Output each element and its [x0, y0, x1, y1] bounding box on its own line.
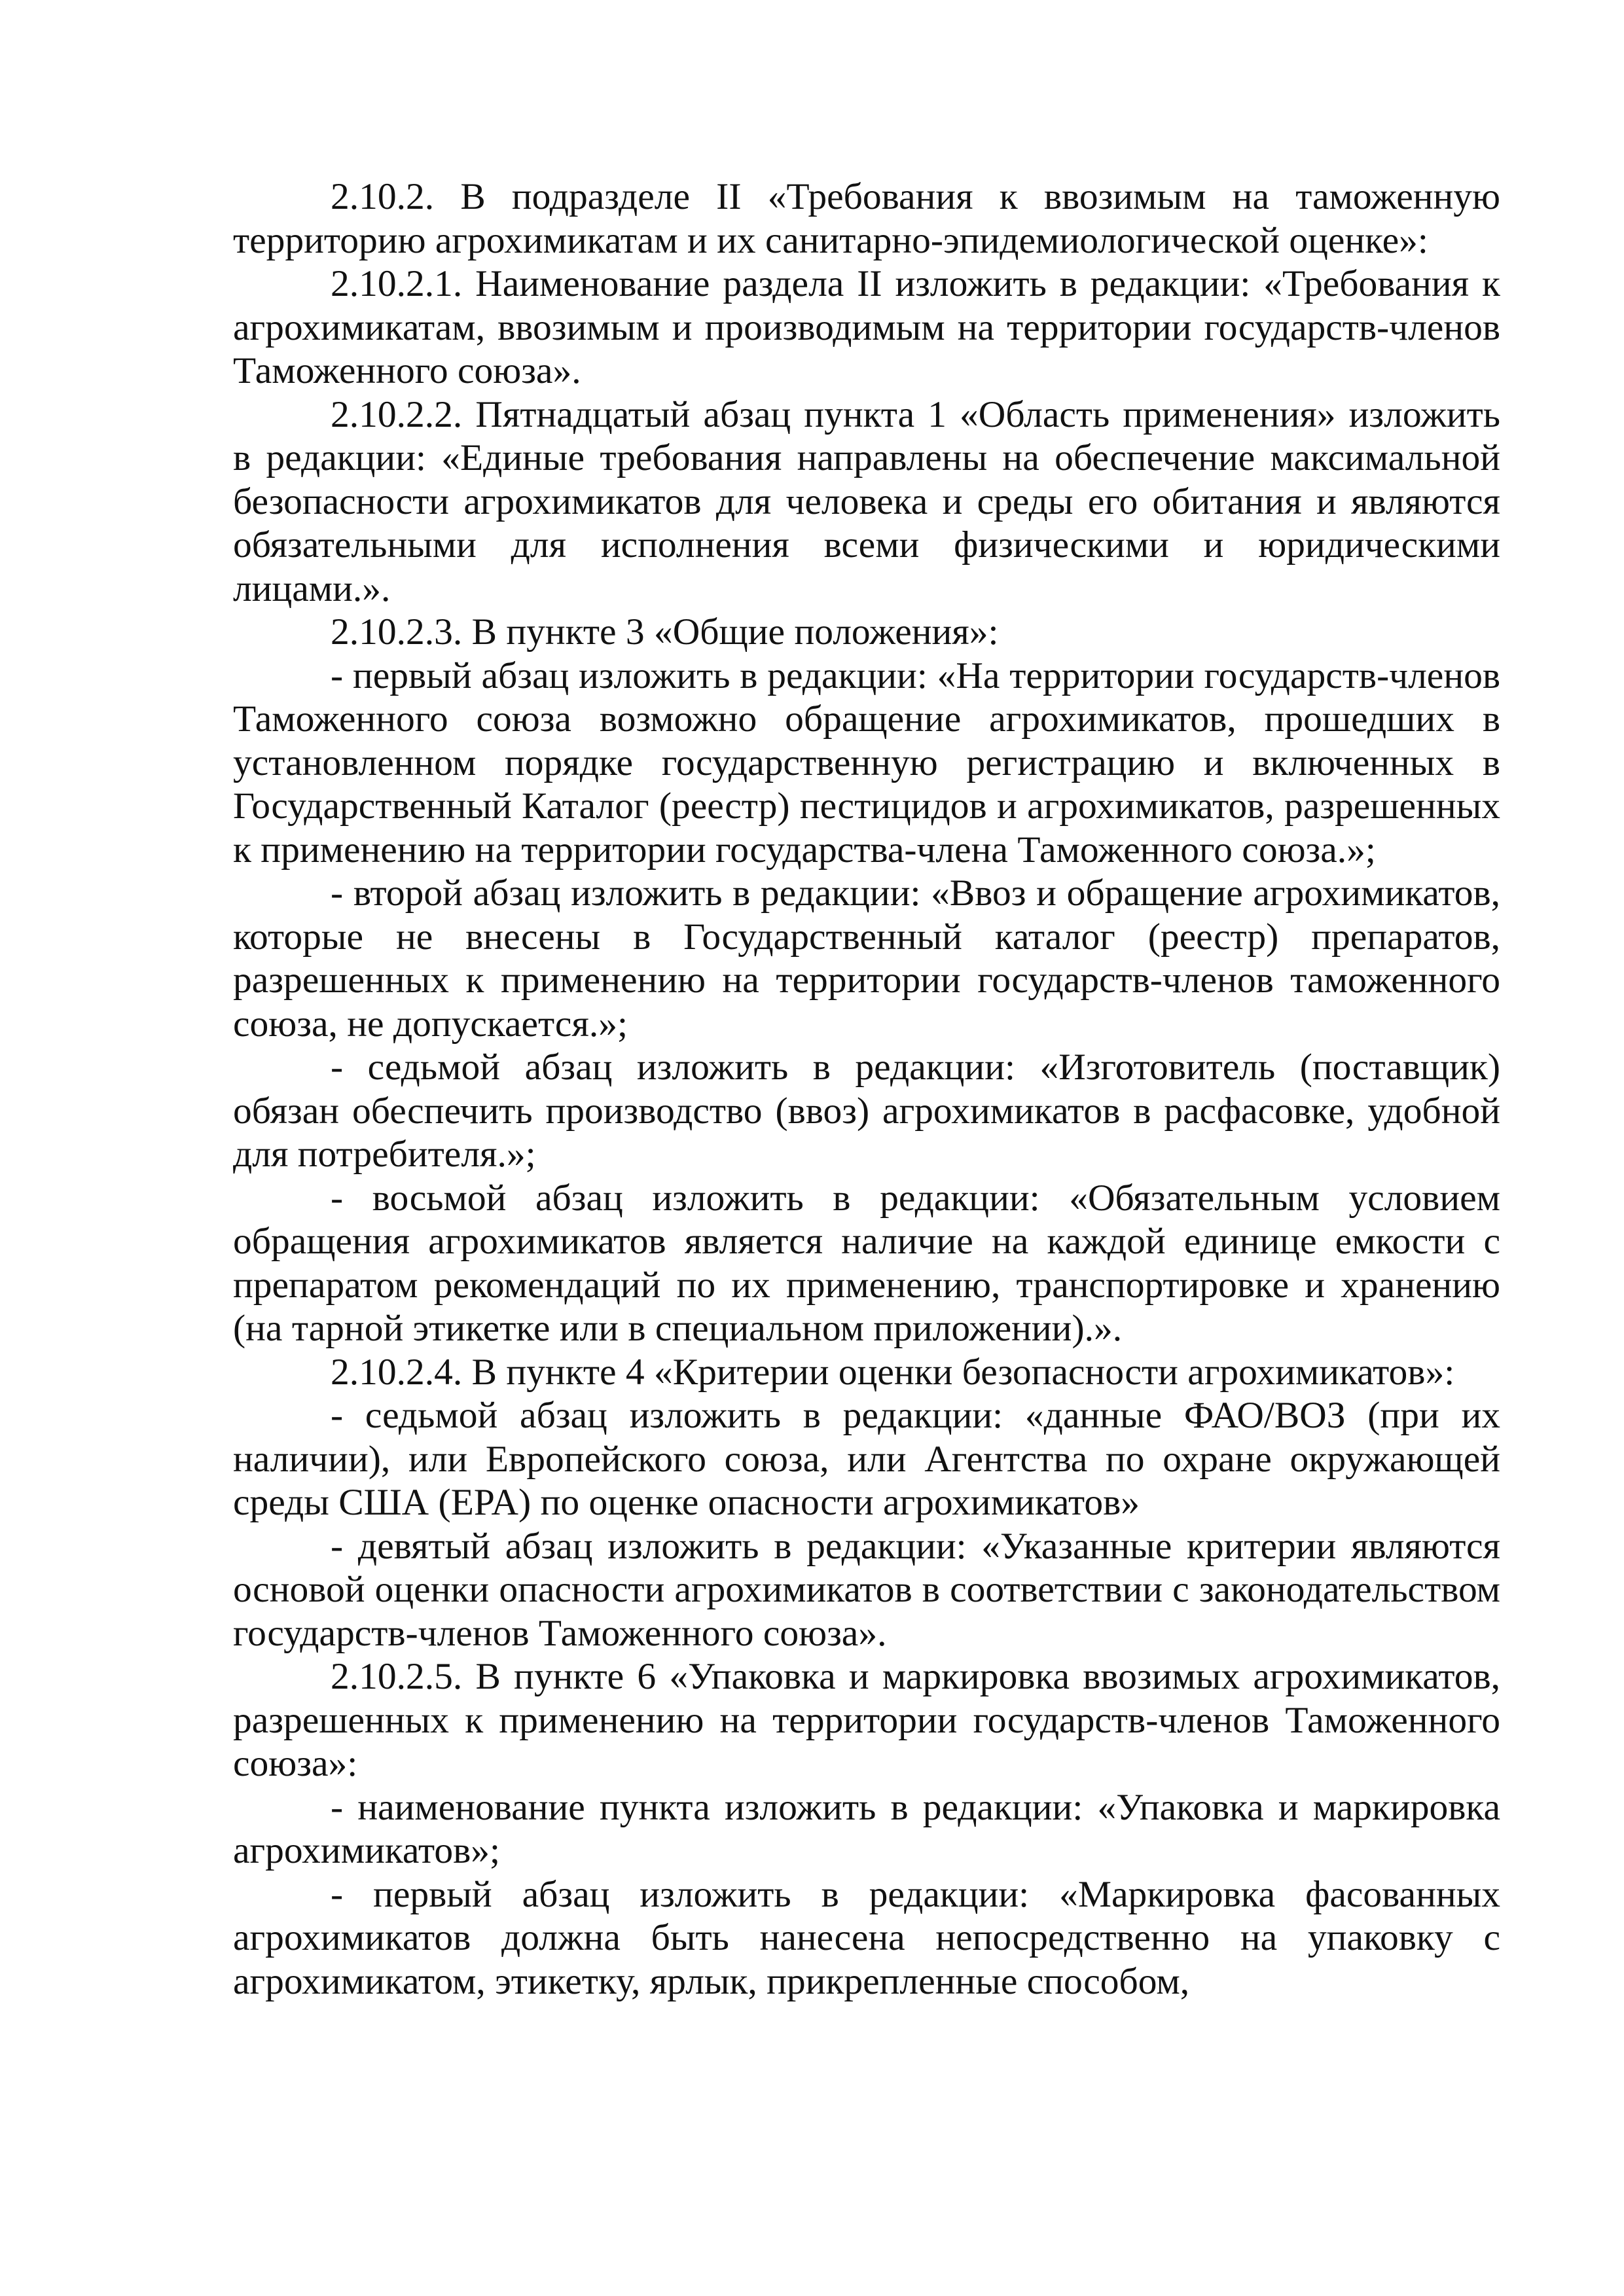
paragraph-ninth-abzac: - девятый абзац изложить в редакции: «Указанные критерии являются основой оценки опасности агрохимикатов в соответствии с законодательством государств-членов Таможенного союза». — [233, 1525, 1500, 1654]
paragraph-eighth-abzac: - восьмой абзац изложить в редакции: «Обязательным условием обращения агрохимикатов является наличие на каждой единице емкости с препаратом рекомендаций по их применению, транспортировке и хранению (на тарной этикетке или в специальном приложении).». — [233, 1177, 1500, 1349]
paragraph-seventh-abzac: - седьмой абзац изложить в редакции: «Изготовитель (поставщик) обязан обеспечить производство (ввоз) агрохимикатов в расфасовке, удобной для потребителя.»; — [233, 1047, 1500, 1175]
paragraph-seventh-abzac-fao: - седьмой абзац изложить в редакции: «данные ФАО/ВОЗ (при их наличии), или Европейского союза, или Агентства по охране окружающей среды США (EPA) по оценке опасности агрохимикатов» — [233, 1395, 1500, 1523]
paragraph-2-10-2-5: 2.10.2.5. В пункте 6 «Упаковка и маркировка ввозимых агрохимикатов, разрешенных к применению на территории государств-членов Таможенного союза»: — [233, 1656, 1500, 1784]
paragraph-2-10-2-1: 2.10.2.1. Наименование раздела II изложить в редакции: «Требования к агрохимикатам, ввозимым и производимым на территории государств-членов Таможенного союза». — [233, 263, 1500, 391]
paragraph-second-abzac: - второй абзац изложить в редакции: «Ввоз и обращение агрохимикатов, которые не внесены в Государственный каталог (реестр) препаратов, разрешенных к применению на территории государств-членов таможенного союза, не допускается.»; — [233, 872, 1500, 1045]
paragraph-first-abzac: - первый абзац изложить в редакции: «На территории государств-членов Таможенного союза возможно обращение агрохимикатов, прошедших в установленном порядке государственную регистрацию и включенных в Государственный Каталог (реестр) пестицидов и агрохимикатов, разрешенных к применению на территории государства-члена Таможенного союза.»; — [233, 655, 1500, 870]
paragraph-2-10-2: 2.10.2. В подразделе II «Требования к ввозимым на таможенную территорию агрохимикатам и их санитарно-эпидемиологической оценке»: — [233, 176, 1500, 261]
document-body — [233, 175, 1500, 2003]
paragraph-2-10-2-2: 2.10.2.2. Пятнадцатый абзац пункта 1 «Область применения» изложить в редакции: «Единые требования направлены на обеспечение максимальной безопасности агрохимикатов для человека и среды его обитания и являются обязательными для исполнения всеми физическими и юридическими лицами.». — [233, 393, 1500, 609]
paragraph-item-name: - наименование пункта изложить в редакции: «Упаковка и маркировка агрохимикатов»; — [233, 1786, 1500, 1871]
paragraph-2-10-2-3: 2.10.2.3. В пункте 3 «Общие положения»: — [331, 611, 999, 653]
paragraph-2-10-2-4: 2.10.2.4. В пункте 4 «Критерии оценки безопасности агрохимикатов»: — [331, 1351, 1455, 1393]
paragraph-first-abzac-marking: - первый абзац изложить в редакции: «Маркировка фасованных агрохимикатов должна быть нанесена непосредственно на упаковку с агрохимикатом, этикетку, ярлык, прикрепленные способом, — [233, 1873, 1500, 2002]
